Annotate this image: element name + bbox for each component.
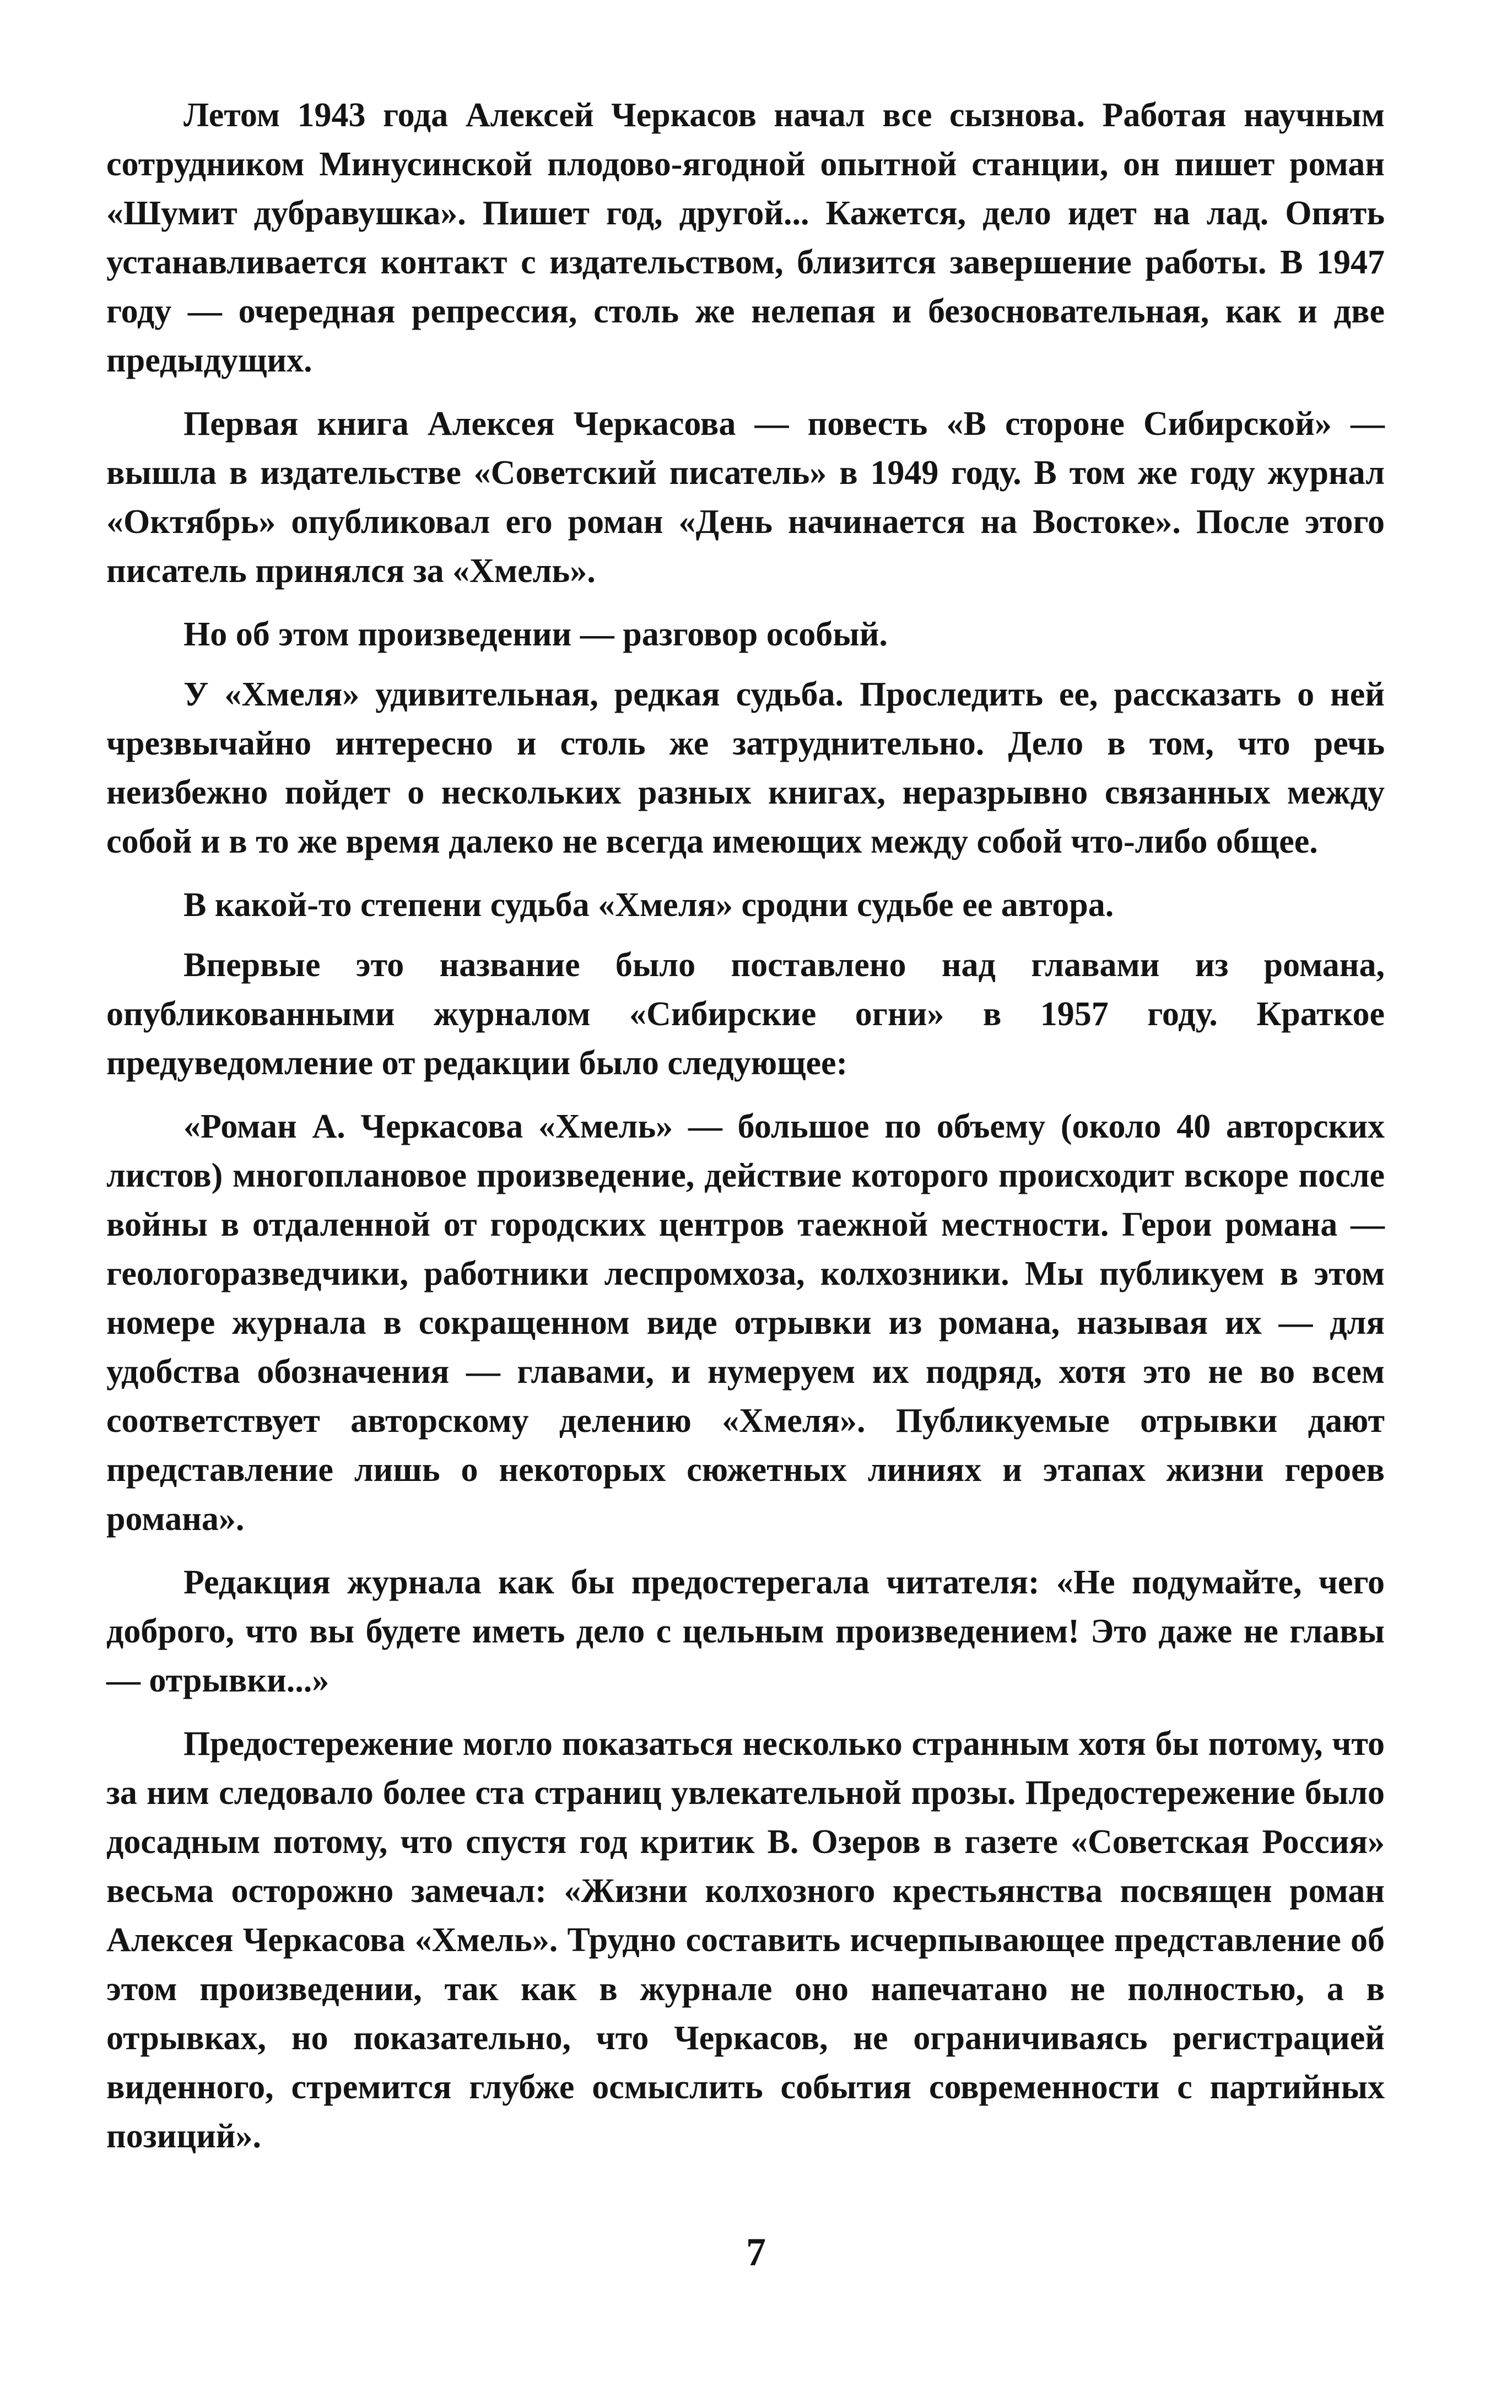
paragraph-8: Редакция журнала как бы предостерегала читателя: «Не подумайте, чего доброго, что вы будете иметь дело с цельным произведением! Это даже не главы — отрывки...» [106,1564,1385,1699]
paragraph-3: Но об этом произведении — разговор особый. [183,616,888,653]
paragraph-5: В какой-то степени судьба «Хмеля» сродни судьбе ее автора. [183,886,1114,924]
paragraph-6: Впервые это название было поставлено над главами из романа, опубликованными журналом «Сибирские огни» в 1957 году. Краткое предуведомление от редакции было следующее: [106,946,1385,1082]
paragraph-9: Предостережение могло показаться несколько странным хотя бы потому, что за ним следовало более ста страниц увлекательной прозы. Предостережение было досадным потому, что спустя год критик В. Озеров в газете «Советская Россия» весьма осторожно замечал: «Жизни колхозного крестьянства посвящен роман Алексея Черкасова «Хмель». Трудно составить исчерпывающее представление об этом произведении, так как в журнале оно напечатано не полностью, а в отрывках, но показательно, что Черкасов, не ограничиваясь регистрацией виденного, стремится глубже осмыслить события современности с партийных позиций». [106,1725,1385,2155]
page-body [106,91,1385,2175]
page-number: 7 [746,2230,766,2274]
paragraph-7-quote: «Роман А. Черкасова «Хмель» — большое по объему (около 40 авторских листов) многоплановое произведение, действие которого происходит вскоре после войны в отдаленной от городских центров таежной местности. Герои романа — геологоразведчики, работники леспромхоза, колхозники. Мы публикуем в этом номере журнала в сокращенном виде отрывки из романа, называя их — для удобства обозначения — главами, и нумеруем их подряд, хотя это не во всем соответствует авторскому делению «Хмеля». Публикуемые отрывки дают представление лишь о некоторых сюжетных линиях и этапах жизни героев романа». [106,1108,1385,1538]
paragraph-4: У «Хмеля» удивительная, редкая судьба. Проследить ее, рассказать о ней чрезвычайно интересно и столь же затруднительно. Дело в том, что речь неизбежно пойдет о нескольких разных книгах, неразрывно связанных между собой и в то же время далеко не всегда имеющих между собой что-либо общее. [106,676,1385,860]
paragraph-2: Первая книга Алексея Черкасова — повесть «В стороне Сибирской» — вышла в издательстве «Советский писатель» в 1949 году. В том же году журнал «Октябрь» опубликовал его роман «День начинается на Востоке». После этого писатель принялся за «Хмель». [106,405,1385,590]
paragraph-1: Летом 1943 года Алексей Черкасов начал все сызнова. Работая научным сотрудником Минусинской плодово-ягодной опытной станции, он пишет роман «Шумит дубравушка». Пишет год, другой... Кажется, дело идет на лад. Опять устанавливается контакт с издательством, близится завершение работы. В 1947 году — очередная репрессия, столь же нелепая и безосновательная, как и две предыдущих. [106,96,1385,379]
